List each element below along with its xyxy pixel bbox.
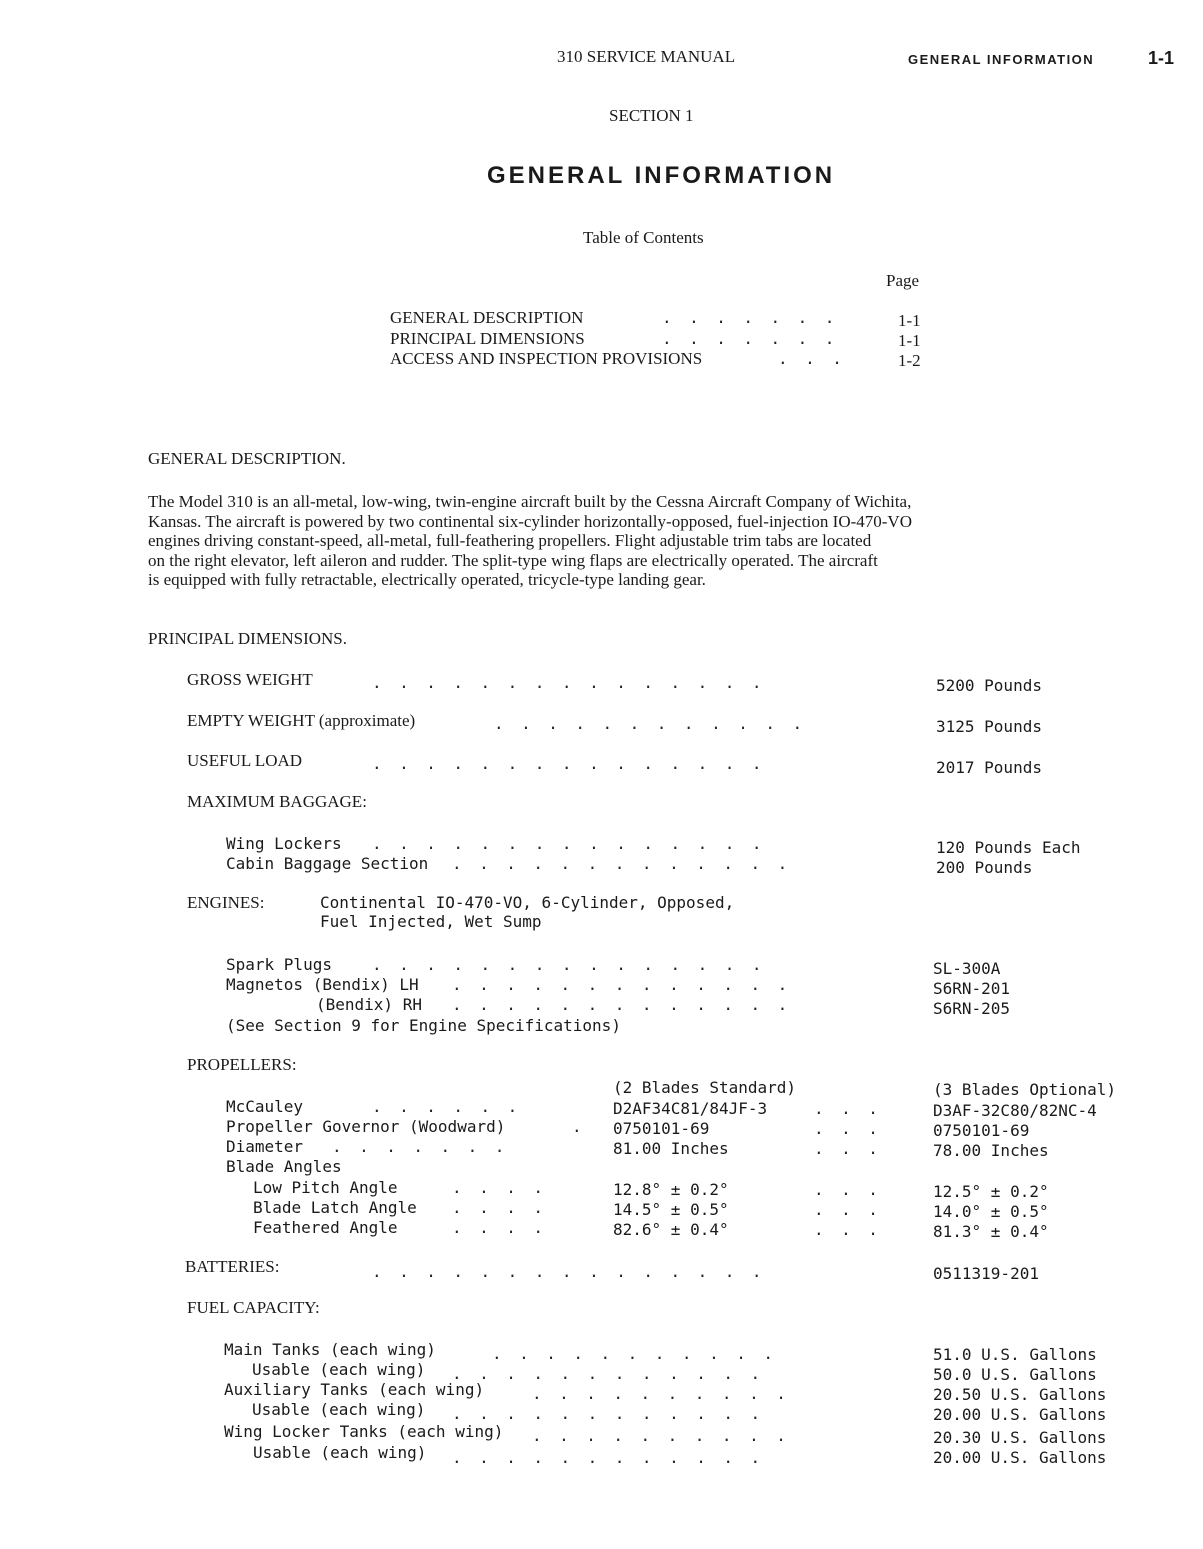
toc-page-column-label: Page bbox=[886, 271, 920, 290]
engines-label: ENGINES: bbox=[187, 893, 265, 912]
leader-dots: ... bbox=[814, 1220, 896, 1239]
empty-weight-label: EMPTY WEIGHT (approximate) bbox=[187, 711, 416, 730]
locker-usable-label: Usable (each wing) bbox=[253, 1443, 427, 1462]
blade-angles-label: Blade Angles bbox=[226, 1157, 342, 1176]
section-label: SECTION 1 bbox=[609, 106, 694, 125]
leader-dots: ............. bbox=[452, 995, 805, 1014]
diameter-standard: 81.00 Inches bbox=[613, 1139, 729, 1158]
gross-weight-value: 5200 Pounds bbox=[936, 676, 1042, 695]
leader-dots: .......... bbox=[532, 1384, 804, 1403]
leader-dots: . bbox=[572, 1117, 600, 1136]
toc-item-page: 1-1 bbox=[898, 311, 921, 330]
leader-dots: ............... bbox=[372, 955, 779, 974]
leader-dots: ............... bbox=[372, 834, 779, 853]
batteries-label: BATTERIES: bbox=[185, 1257, 280, 1276]
blade-latch-label: Blade Latch Angle bbox=[253, 1198, 417, 1217]
propellers-label: PROPELLERS: bbox=[187, 1055, 297, 1074]
leader-dots: ... bbox=[778, 349, 860, 368]
fuel-capacity-label: FUEL CAPACITY: bbox=[187, 1298, 320, 1317]
feathered-standard: 82.6° ± 0.4° bbox=[613, 1220, 729, 1239]
toc-item-page: 1-1 bbox=[898, 331, 921, 350]
leader-dots: ... bbox=[814, 1139, 896, 1158]
spark-plugs-label: Spark Plugs bbox=[226, 955, 332, 974]
mccauley-standard: D2AF34C81/84JF-3 bbox=[613, 1099, 768, 1118]
wing-locker-tanks-value: 20.30 U.S. Gallons bbox=[933, 1428, 1107, 1447]
leader-dots: .... bbox=[452, 1178, 561, 1197]
leader-dots: .... bbox=[452, 1218, 561, 1237]
feathered-optional: 81.3° ± 0.4° bbox=[933, 1222, 1049, 1241]
wing-lockers-label: Wing Lockers bbox=[226, 834, 342, 853]
governor-label: Propeller Governor (Woodward) bbox=[226, 1117, 506, 1136]
aux-tanks-value: 20.50 U.S. Gallons bbox=[933, 1385, 1107, 1404]
blade-latch-standard: 14.5° ± 0.5° bbox=[613, 1200, 729, 1219]
leader-dots: ............ bbox=[452, 1448, 778, 1467]
leader-dots: ... bbox=[814, 1180, 896, 1199]
low-pitch-standard: 12.8° ± 0.2° bbox=[613, 1180, 729, 1199]
locker-usable-value: 20.00 U.S. Gallons bbox=[933, 1448, 1107, 1467]
leader-dots: ............... bbox=[372, 673, 779, 692]
magnetos-lh-label: Magnetos (Bendix) LH bbox=[226, 975, 419, 994]
mccauley-optional: D3AF-32C80/82NC-4 bbox=[933, 1101, 1097, 1120]
engines-description: Continental IO-470-VO, 6-Cylinder, Opposed, bbox=[320, 893, 735, 912]
leader-dots: ...... bbox=[372, 1097, 535, 1116]
leader-dots: ............. bbox=[452, 975, 805, 994]
spark-plugs-value: SL-300A bbox=[933, 959, 1001, 978]
useful-load-value: 2017 Pounds bbox=[936, 758, 1042, 777]
leader-dots: .... bbox=[452, 1198, 561, 1217]
leader-dots: ........... bbox=[492, 1344, 791, 1363]
leader-dots: ... bbox=[814, 1099, 896, 1118]
aux-usable-label: Usable (each wing) bbox=[252, 1400, 426, 1419]
cabin-baggage-value: 200 Pounds bbox=[936, 858, 1033, 877]
leader-dots: ....... bbox=[332, 1137, 522, 1156]
toc-heading: Table of Contents bbox=[583, 228, 704, 247]
batteries-value: 0511319-201 bbox=[933, 1264, 1039, 1283]
leader-dots: ............ bbox=[494, 714, 820, 733]
wing-locker-tanks-label: Wing Locker Tanks (each wing) bbox=[224, 1422, 504, 1441]
blade-latch-optional: 14.0° ± 0.5° bbox=[933, 1202, 1049, 1221]
main-usable-label: Usable (each wing) bbox=[252, 1360, 426, 1379]
engine-spec-note: (See Section 9 for Engine Specifications) bbox=[226, 1016, 621, 1035]
principal-dimensions-heading: PRINCIPAL DIMENSIONS. bbox=[148, 629, 347, 648]
leader-dots: ............ bbox=[452, 1364, 778, 1383]
leader-dots: ............... bbox=[372, 754, 779, 773]
page-number: 1-1 bbox=[1148, 48, 1175, 68]
aux-tanks-label: Auxiliary Tanks (each wing) bbox=[224, 1380, 485, 1399]
toc-item-label: PRINCIPAL DIMENSIONS bbox=[390, 329, 585, 348]
leader-dots: ... bbox=[814, 1119, 896, 1138]
mccauley-label: McCauley bbox=[226, 1097, 304, 1116]
page-title: GENERAL INFORMATION bbox=[487, 162, 836, 189]
leader-dots: ............ bbox=[452, 1404, 778, 1423]
magnetos-rh-value: S6RN-205 bbox=[933, 999, 1011, 1018]
leader-dots: ....... bbox=[662, 329, 852, 348]
useful-load-label: USEFUL LOAD bbox=[187, 751, 303, 770]
low-pitch-optional: 12.5° ± 0.2° bbox=[933, 1182, 1049, 1201]
main-tanks-label: Main Tanks (each wing) bbox=[224, 1340, 436, 1359]
main-tanks-value: 51.0 U.S. Gallons bbox=[933, 1345, 1097, 1364]
magnetos-rh-label: (Bendix) RH bbox=[316, 995, 422, 1014]
leader-dots: .......... bbox=[532, 1426, 804, 1445]
header-section-name: GENERAL INFORMATION bbox=[908, 52, 1095, 67]
low-pitch-label: Low Pitch Angle bbox=[253, 1178, 398, 1197]
diameter-label: Diameter bbox=[226, 1137, 304, 1156]
main-usable-value: 50.0 U.S. Gallons bbox=[933, 1365, 1097, 1384]
optional-column-header: (3 Blades Optional) bbox=[933, 1080, 1117, 1099]
aux-usable-value: 20.00 U.S. Gallons bbox=[933, 1405, 1107, 1424]
empty-weight-value: 3125 Pounds bbox=[936, 717, 1042, 736]
toc-item-page: 1-2 bbox=[898, 351, 921, 370]
governor-standard: 0750101-69 bbox=[613, 1119, 710, 1138]
general-description-paragraph: The Model 310 is an all-metal, low-wing, twin-engine aircraft built by the Cessna Aircraft Company of Wichita, Kansas. The aircraft is powered by two continental six-cylinder horizontally-opposed, fuel-injection IO-470-VO engines driving constant-speed, all-metal, full-feathering propellers. Flight adjustable trim tabs are located on the right elevator, left aileron and rudder. The split-type wing flaps are electrically operated. The aircraft is equipped with fully retractable, electrically operated, tricycle-type landing gear. bbox=[148, 492, 912, 589]
feathered-label: Feathered Angle bbox=[253, 1218, 398, 1237]
manual-title: 310 SERVICE MANUAL bbox=[557, 47, 736, 66]
maximum-baggage-label: MAXIMUM BAGGAGE: bbox=[187, 792, 367, 811]
wing-lockers-value: 120 Pounds Each bbox=[936, 838, 1081, 857]
leader-dots: ....... bbox=[662, 308, 852, 327]
cabin-baggage-label: Cabin Baggage Section bbox=[226, 854, 429, 873]
diameter-optional: 78.00 Inches bbox=[933, 1141, 1049, 1160]
general-description-heading: GENERAL DESCRIPTION. bbox=[148, 449, 346, 468]
leader-dots: ............... bbox=[372, 1262, 779, 1281]
leader-dots: ... bbox=[814, 1200, 896, 1219]
gross-weight-label: GROSS WEIGHT bbox=[187, 670, 313, 689]
governor-optional: 0750101-69 bbox=[933, 1121, 1030, 1140]
toc-item-label: GENERAL DESCRIPTION bbox=[390, 308, 584, 327]
magnetos-lh-value: S6RN-201 bbox=[933, 979, 1011, 998]
leader-dots: ............. bbox=[452, 854, 805, 873]
standard-column-header: (2 Blades Standard) bbox=[613, 1078, 797, 1097]
toc-item-label: ACCESS AND INSPECTION PROVISIONS bbox=[390, 349, 703, 368]
engines-description: Fuel Injected, Wet Sump bbox=[320, 912, 542, 931]
